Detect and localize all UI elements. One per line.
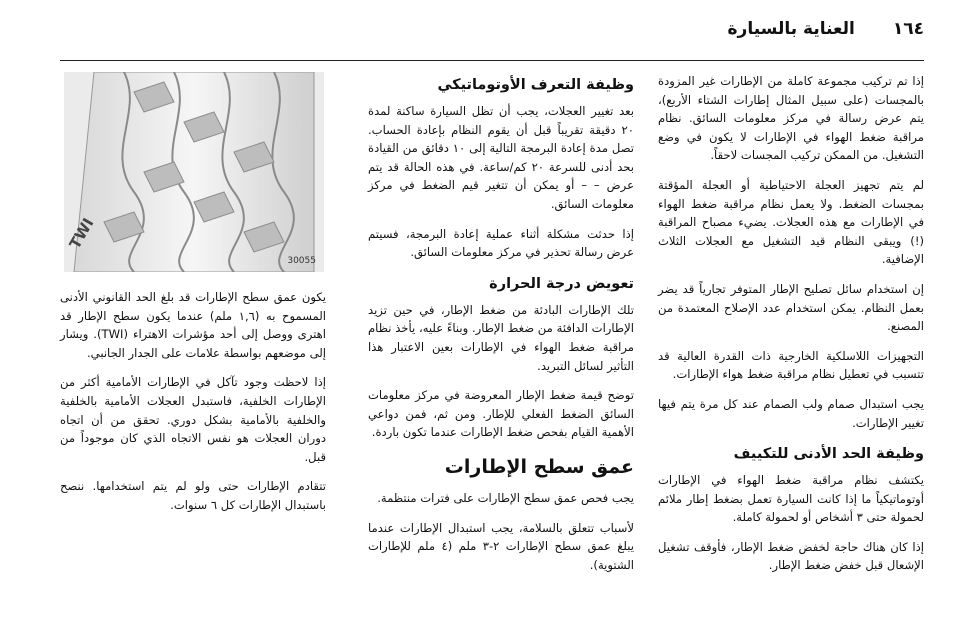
header-divider — [60, 60, 924, 61]
paragraph: يكون عمق سطح الإطارات قد بلغ الحد القانوني الأدنى المسموح به (١,٦ ملم) عندما يكون سطح الإطار قد اهترى ووصل إلى أحد مؤشرات الاهتراء (TWI). ويشار إلى موضعهم بواسطة علامات على الجدار الجانبي. — [60, 290, 326, 360]
left-column — [60, 288, 326, 526]
chapter-title: العناية بالسيارة — [727, 19, 855, 39]
paragraph: إذا تم تركيب مجموعة كاملة من الإطارات غير المزودة بالمجسات (على سبيل المثال إطارات الشتاء الأربع)، يتم عرض رسالة في مركز معلومات السائق. نظام مراقبة ضغط الهواء في الإطارات لا يكون في وضع التشغيل. من الممكن تركيب المجسات لاحقاً. — [658, 74, 924, 163]
paragraph: إذا كان هناك حاجة لخفض ضغط الإطار، فأوقف تشغيل الإشعال قبل خفض ضغط الإطار. — [658, 539, 924, 573]
paragraph: بعد تغيير العجلات، يجب أن تظل السيارة ساكنة لمدة ٢٠ دقيقة تقريباً قبل أن يقوم النظام بإعادة الحساب. تصل مدة إعادة البرمجة التالية إلى ١٠ دقائق من القيادة بحد أدنى للسرعة ٢٠ كم/ساعة. في هذه الحالة قد يتم عرض – – أو يمكن أن تتغير قيم الضغط في مركز معلومات السائق. — [368, 104, 635, 211]
middle-column — [368, 72, 634, 585]
paragraph: التجهيزات اللاسلكية الخارجية ذات القدرة العالية قد تتسبب في تعطيل نظام مراقبة ضغط هواء الإطارات. — [658, 348, 924, 382]
figure-id: 30055 — [287, 256, 316, 266]
paragraph: إذا حدثت مشكلة أثناء عملية إعادة البرمجة، فسيتم عرض رسالة تحذير في مركز معلومات السائق. — [368, 226, 634, 260]
page-header — [60, 14, 924, 44]
paragraph: لم يتم تجهيز العجلة الاحتياطية أو العجلة المؤقتة بمجسات الضغط. ولا يعمل نظام مراقبة ضغط الهواء في الإطارات مع هذه العجلات. يضيء مصباح المراقبة (!) ويبقى النظام قيد التشغيل مع العجلات الثلاث الإضافية. — [658, 177, 924, 267]
paragraph: تتقادم الإطارات حتى ولو لم يتم استخدامها. ننصح باستبدال الإطارات كل ٦ سنوات. — [60, 479, 326, 512]
paragraph: يكتشف نظام مراقبة ضغط الهواء في الإطارات أوتوماتيكياً ما إذا كانت السيارة تعمل بضغط إطار ملائم لحمولة حتى ٣ أشخاص أو لحمولة كاملة. — [658, 473, 924, 525]
main-heading: عمق سطح الإطارات — [444, 455, 634, 478]
twi-marking: TWI — [65, 215, 98, 253]
paragraph: يجب فحص عمق سطح الإطارات على فترات منتظمة. — [377, 490, 634, 505]
section-heading: وظيفة التعرف الأوتوماتيكي — [437, 77, 634, 93]
tire-tread-figure — [64, 72, 324, 272]
section-heading: تعويض درجة الحرارة — [489, 275, 634, 292]
section-heading: وظيفة الحد الأدنى للتكييف — [733, 446, 924, 463]
paragraph: يجب استبدال صمام ولب الصمام عند كل مرة يتم فيها تغيير الإطارات. — [658, 396, 924, 430]
paragraph: لأسباب تتعلق بالسلامة، يجب استبدال الإطارات عندما يبلغ عمق سطح الإطارات ٢-٣ ملم (٤ ملم للإطارات الشتوية). — [368, 520, 634, 572]
tire-tread-illustration — [64, 72, 324, 272]
paragraph: توضح قيمة ضغط الإطار المعروضة في مركز معلومات السائق الضغط الفعلي للإطار. ومن ثم، فمن دواعي الأهمية القيام بفحص ضغط الإطارات عندما تكون باردة. — [368, 388, 634, 440]
paragraph: تلك الإطارات البادئة من ضغط الإطار، في حين تزيد الإطارات الدافئة من ضغط الإطار. وبناءً عليه، يأخذ نظام مراقبة ضغط الهواء في الإطارات بعين الاعتبار هذا التأثير لسائل التبريد. — [368, 302, 634, 373]
page-number: ١٦٤ — [892, 19, 924, 39]
paragraph: إن استخدام سائل تصليح الإطار المتوفر تجارياً قد يضر بعمل النظام. يمكن استخدام عدد الإصلاح المعتمدة من المصنع. — [658, 281, 924, 334]
right-column — [658, 72, 924, 586]
paragraph: إذا لاحظت وجود تآكل في الإطارات الأمامية أكثر من الإطارات الخلفية، فاستبدل العجلات الأمامية بالخلفية والخلفية بالأمامية بشكل دوري. تحقق من أن اتجاه دوران العجلات هو نفس الاتجاه الذي كان موجوداً من قبل. — [60, 375, 326, 464]
